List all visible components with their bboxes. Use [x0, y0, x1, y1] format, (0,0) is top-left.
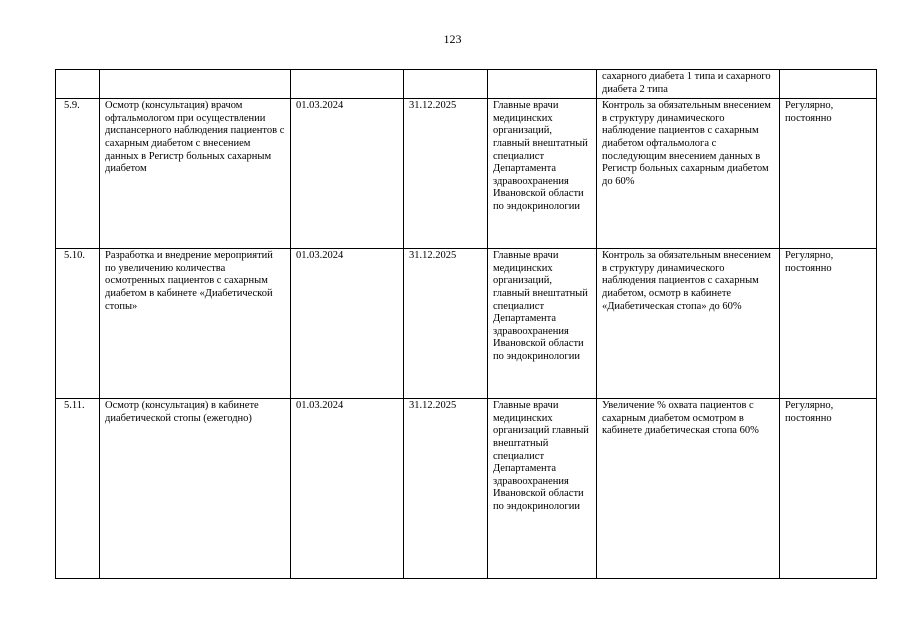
cell-num: 5.9. — [56, 99, 100, 249]
table-row — [56, 99, 877, 249]
cell-end: 31.12.2025 — [404, 99, 488, 249]
cell-responsible: Главные врачи медицинских организаций главный внештатный специалист Департамента здравоохранения Ивановской области по эндокринологии — [488, 399, 597, 579]
cell-start: 01.03.2024 — [291, 399, 404, 579]
cell-frequency — [780, 70, 877, 99]
cell-frequency: Регулярно, постоянно — [780, 249, 877, 399]
cell-activity: Разработка и внедрение мероприятий по увеличению количества осмотренных пациентов с сахарным диабетом в кабинете «Диабетической стопы» — [100, 249, 291, 399]
cell-start: 01.03.2024 — [291, 99, 404, 249]
cell-end: 31.12.2025 — [404, 399, 488, 579]
cell-responsible: Главные врачи медицинских организаций, главный внештатный специалист Департамента здравоохранения Ивановской области по эндокринологии — [488, 99, 597, 249]
cell-result: сахарного диабета 1 типа и сахарного диабета 2 типа — [597, 70, 780, 99]
cell-start — [291, 70, 404, 99]
cell-activity: Осмотр (консультация) в кабинете диабетической стопы (ежегодно) — [100, 399, 291, 579]
cell-activity: Осмотр (консультация) врачом офтальмологом при осуществлении диспансерного наблюдения пациентов с сахарным диабетом с внесением данных в Регистр больных сахарным диабетом — [100, 99, 291, 249]
cell-end: 31.12.2025 — [404, 249, 488, 399]
cell-start: 01.03.2024 — [291, 249, 404, 399]
cell-result: Контроль за обязательным внесением в структуру динамического наблюдение пациентов с сахарным диабетом офтальмолога с последующим внесением данных в Регистр больных сахарным диабетом до 60% — [597, 99, 780, 249]
table-row-continuation — [56, 70, 877, 99]
table-row — [56, 399, 877, 579]
cell-frequency: Регулярно, постоянно — [780, 399, 877, 579]
cell-num: 5.11. — [56, 399, 100, 579]
cell-activity — [100, 70, 291, 99]
cell-result: Увеличение % охвата пациентов с сахарным диабетом осмотром в кабинете диабетическая стопа 60% — [597, 399, 780, 579]
cell-num — [56, 70, 100, 99]
cell-result: Контроль за обязательным внесением в структуру динамического наблюдения пациентов с сахарным диабетом, осмотр в кабинете «Диабетическая стопа» до 60% — [597, 249, 780, 399]
table-row — [56, 249, 877, 399]
page-number: 123 — [443, 32, 462, 46]
cell-frequency: Регулярно, постоянно — [780, 99, 877, 249]
cell-responsible — [488, 70, 597, 99]
cell-end — [404, 70, 488, 99]
cell-responsible: Главные врачи медицинских организаций, главный внештатный специалист Департамента здравоохранения Ивановской области по эндокринологии — [488, 249, 597, 399]
measures-table — [55, 69, 877, 579]
cell-num: 5.10. — [56, 249, 100, 399]
